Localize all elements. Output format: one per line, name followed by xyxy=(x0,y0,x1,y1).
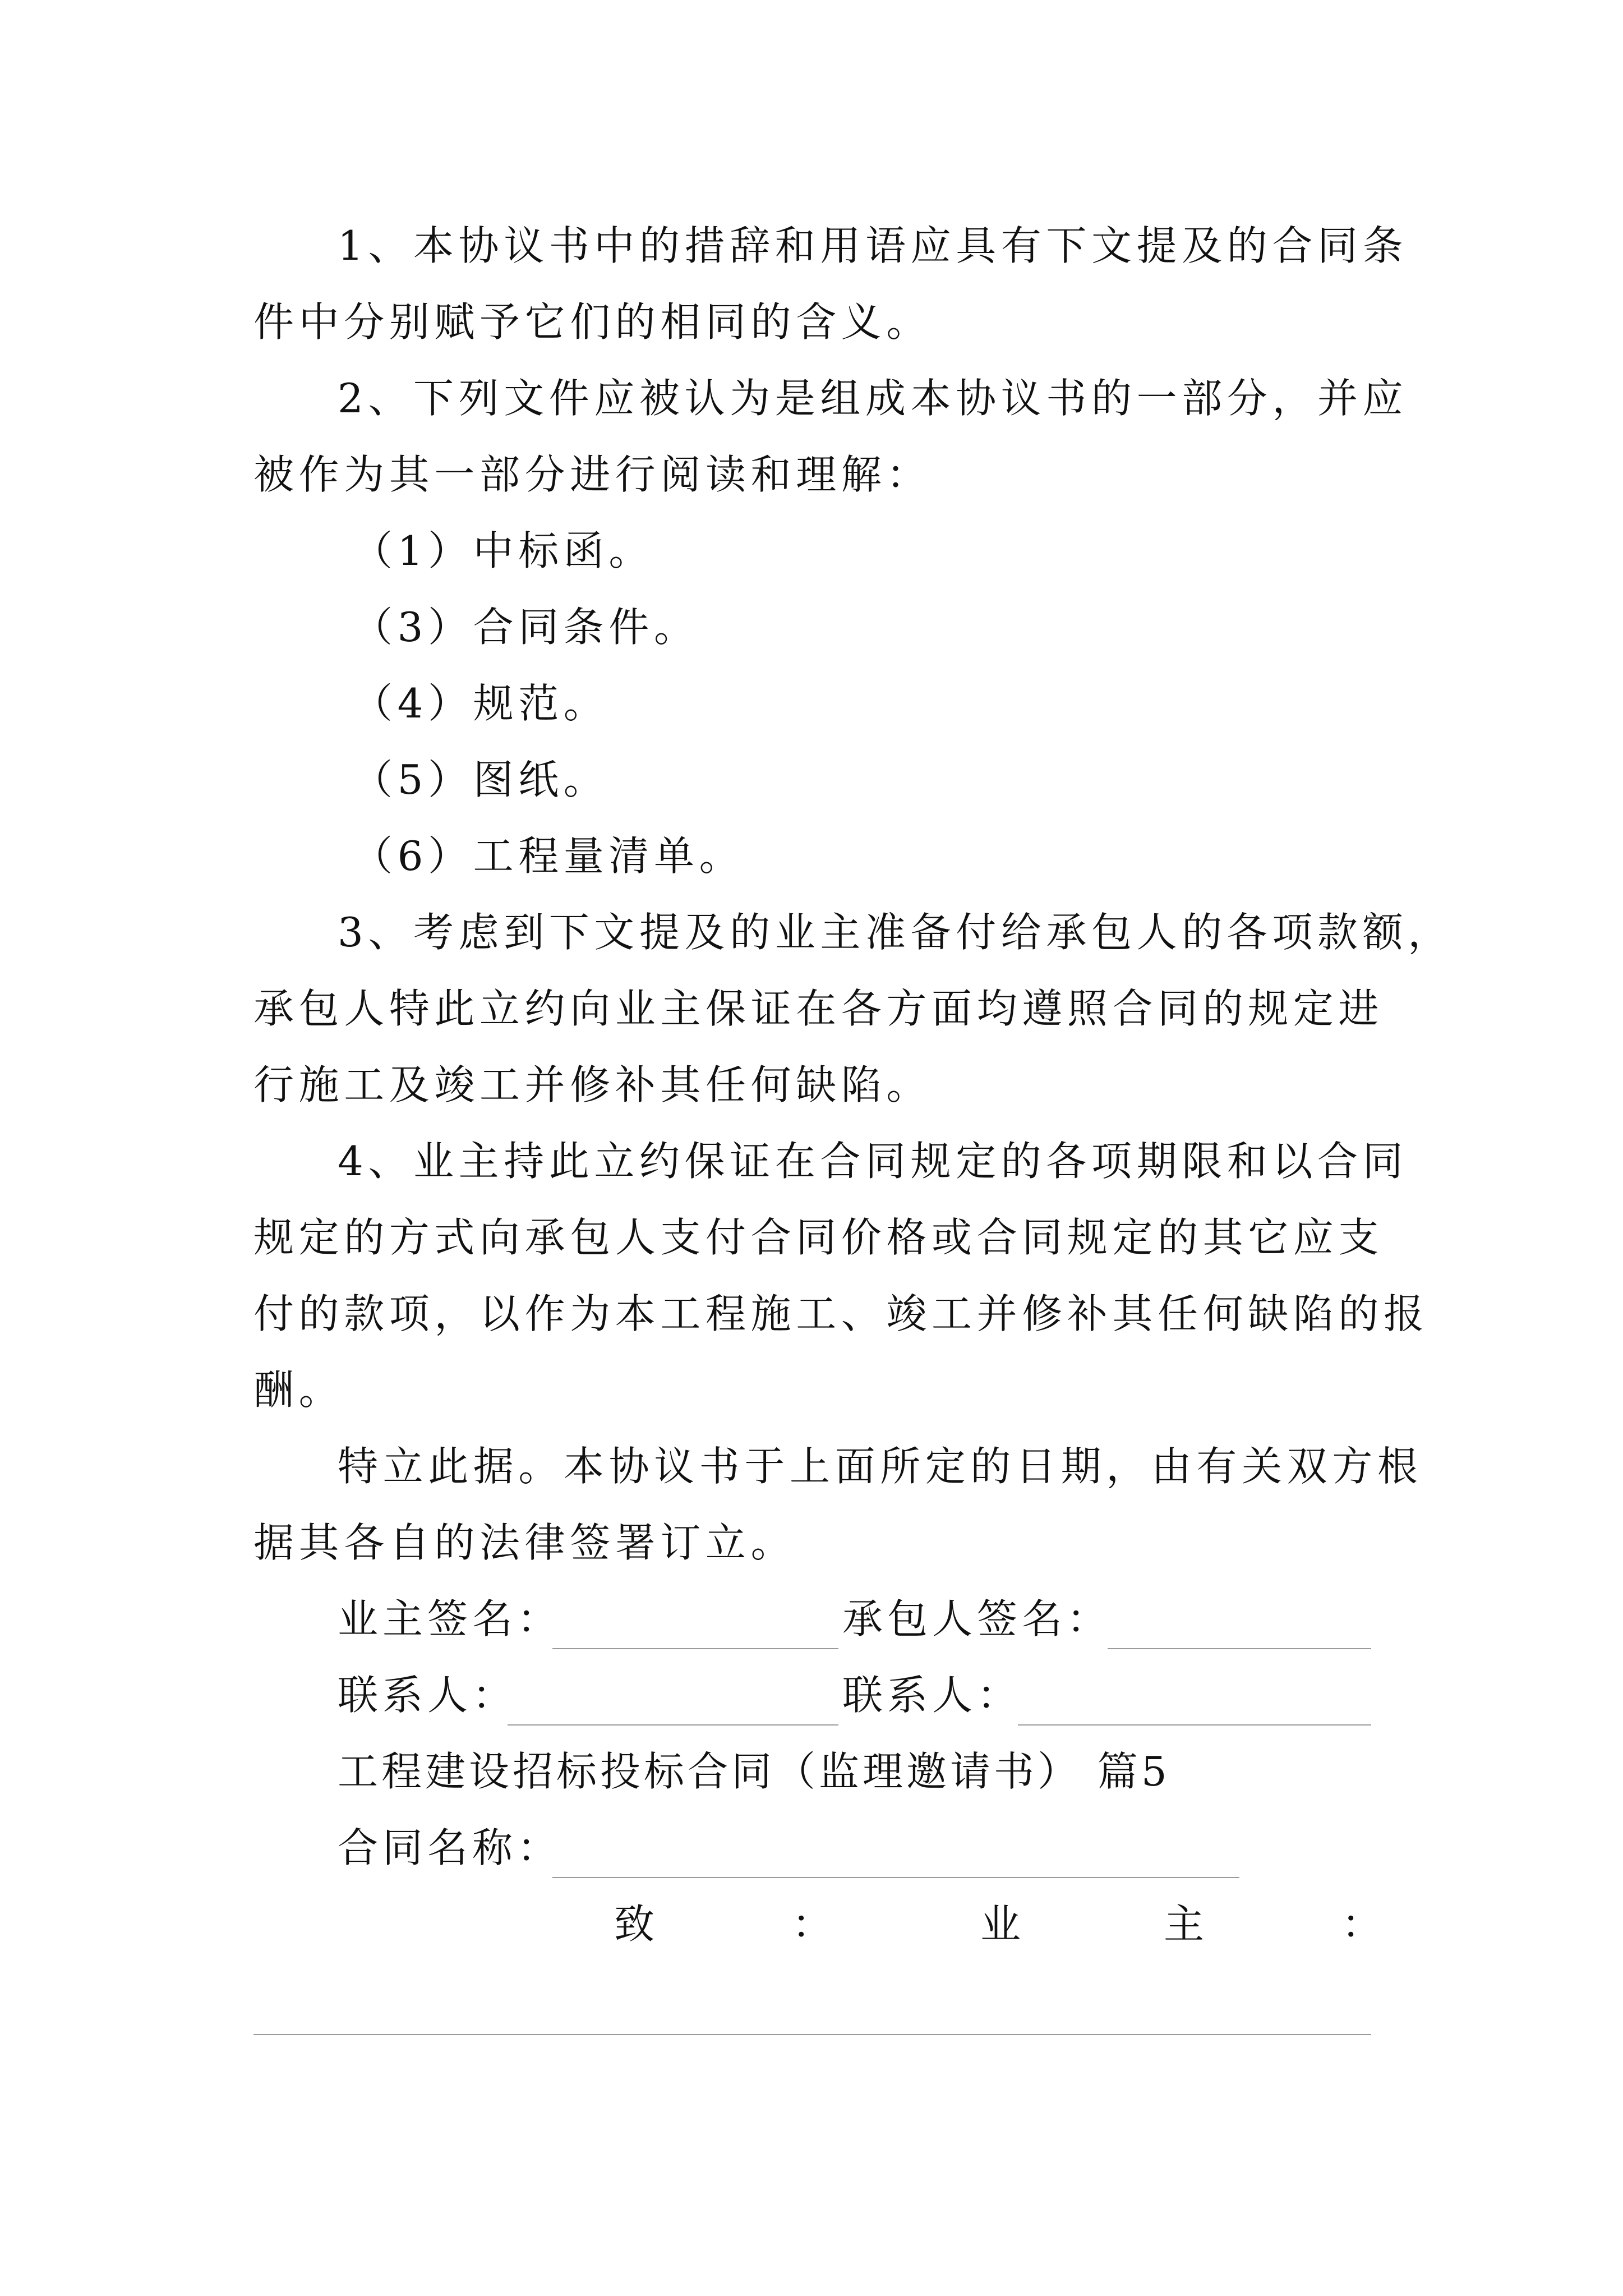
to-colon: ： xyxy=(792,1901,833,1948)
contract-name-label: 合同名称： xyxy=(338,1824,562,1871)
paragraph-4-line-4: 酬。 xyxy=(253,1366,344,1414)
owner-signature-blank xyxy=(552,1648,838,1649)
paragraph-2-line-1: 2、下列文件应被认为是组成本协议书的一部分，并应 xyxy=(338,375,1408,422)
contractor-contact-label: 联系人： xyxy=(842,1672,1022,1719)
list-item-5: （5）图纸。 xyxy=(352,756,609,803)
list-item-3: （3）合同条件。 xyxy=(352,604,699,651)
owner-contact-label: 联系人： xyxy=(338,1672,518,1719)
contract-name-blank xyxy=(552,1877,1239,1878)
contractor-contact-blank xyxy=(1018,1724,1371,1726)
paragraph-4-line-3: 付的款项，以作为本工程施工、竣工并修补其任何缺陷的报 xyxy=(253,1290,1429,1337)
paragraph-3-line-2: 承包人特此立约向业主保证在各方面均遵照合同的规定进 xyxy=(253,985,1384,1032)
owner-char-ye: 业 xyxy=(980,1901,1021,1948)
list-item-4: （4）规范。 xyxy=(352,680,609,727)
owner-contact-blank xyxy=(508,1724,838,1726)
list-item-6: （6）工程量清单。 xyxy=(352,832,745,880)
to-label: 致 xyxy=(614,1901,655,1948)
list-item-1: （1）中标函。 xyxy=(352,527,654,574)
paragraph-5-line-2: 据其各自的法律签署订立。 xyxy=(253,1519,796,1566)
paragraph-4-line-2: 规定的方式向承包人支付合同价格或合同规定的其它应支 xyxy=(253,1214,1384,1261)
paragraph-2-line-2: 被作为其一部分进行阅读和理解： xyxy=(253,451,932,498)
contractor-signature-label: 承包人签名： xyxy=(842,1595,1112,1642)
owner-char-zhu: 主 xyxy=(1164,1901,1205,1948)
paragraph-4-line-1: 4、业主持此立约保证在合同规定的各项期限和以合同 xyxy=(338,1138,1408,1185)
paragraph-1-line-1: 1、本协议书中的措辞和用语应具有下文提及的合同条 xyxy=(338,222,1408,269)
recipient-blank-line xyxy=(253,2034,1371,2035)
owner-colon: ： xyxy=(1341,1901,1382,1948)
paragraph-3-line-3: 行施工及竣工并修补其任何缺陷。 xyxy=(253,1061,932,1108)
paragraph-3-line-1: 3、考虑到下文提及的业主准备付给承包人的各项款额， xyxy=(338,909,1453,956)
contractor-signature-blank xyxy=(1108,1648,1371,1649)
paragraph-5-line-1: 特立此据。本协议书于上面所定的日期，由有关双方根 xyxy=(338,1443,1423,1490)
paragraph-1-line-2: 件中分别赋予它们的相同的含义。 xyxy=(253,298,932,346)
section-title: 工程建设招标投标合同（监理邀请书） 篇5 xyxy=(338,1748,1170,1795)
owner-signature-label: 业主签名： xyxy=(338,1595,562,1642)
